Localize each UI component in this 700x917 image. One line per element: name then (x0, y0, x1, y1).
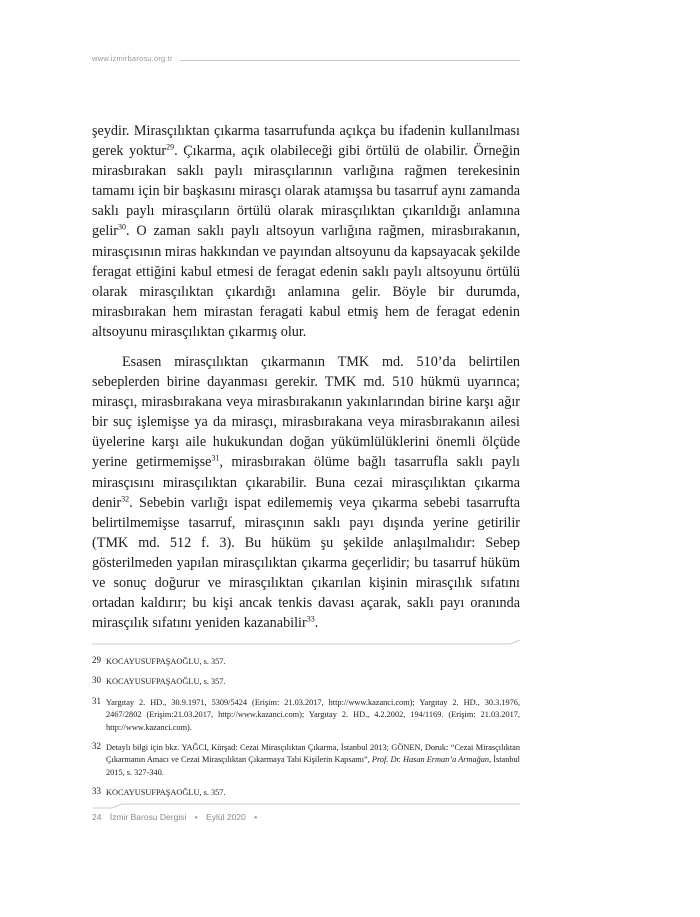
footer-bullet: • (254, 812, 258, 822)
footnote-text (106, 656, 520, 668)
footnote-item (92, 742, 520, 779)
text-segment: Detaylı bilgi için bkz. YAĞCI, Kürşad: Cezai Mirasçılıktan Çıkarma, İstanbul 2013; GÖNEN, Doruk: “Cezai Mirasçılıktan Çıkarmanın Amacı ve Cezai Mirasçılıktan Çıkarmaya Tabi Kişilerin Kapsamı”, (106, 743, 520, 765)
footnote-ref[interactable]: 29 (166, 142, 175, 152)
body-paragraph-1 (92, 121, 520, 342)
text-segment: Yargıtay 2. HD., 30.9.1971, 5309/5424 (Erişim: 21.03.2017, http://www.kazanci.com); Yargıtay 2. HD., 30.3.1976, 2467/2802 (Erişim:21.03.2017, http://www.kazanci.com); Yargıtay 2. HD., 4.2.2002, 194/1169. (Erişim: 21.03.2017, http://www.kazanci.com). (106, 697, 520, 732)
footnote-text (106, 787, 520, 799)
text-segment: . Çıkarma, açık olabileceği gibi örtülü de olabilir. Örneğin mirasbırakan saklı paylı mirasçılarının varlığına rağmen terekesinin tamamı için bir başkasını mirasçı olarak atamışsa bu tasarruf aynı zamanda saklı paylı mirasçıların örtülü olarak mirasçılıktan çıkarıldığı anlamına gelir (92, 143, 520, 240)
text-segment: . O zaman saklı paylı altsoyun varlığına rağmen, mirasbırakanın, mirasçısının miras hakkından ve payından altsoyunu da kapsayacak şekilde feragat ettiğini kabul etmesi de feragat edenin saklı paylı altsoyunu örtülü olarak mirasçılıktan çıkardığı anlamına gelir. Böyle bir durumda, mirasbırakan hem mirastan feragati kabul etmiş hem de feragat edenin altsoyunu mirasçılıktan çıkarmış olur. (92, 223, 520, 340)
text-segment: , İstanbul 2015, s. 327-340. (106, 755, 520, 777)
footnotes (92, 656, 520, 808)
footnote-item (92, 787, 520, 799)
text-segment: . Sebebin varlığı ispat edilememiş veya çıkarma sebebi tasarrufta belirtilmemişse tasarruf, mirasçının saklı payı dışında yerine getirilir (TMK md. 512 f. 3). Bu hüküm şu şekilde anlaşılmalıdır: Sebep gösterilmeden yapılan mirasçılıktan çıkarma geçerlidir; bu tasarruf hüküm ve sonuç doğurur ve mirasçılıktan çıkarılan kişinin mirasçılık sıfatını ortadan kaldırır; bu kişi ancak tenkis davası açarak, saklı payı oranında mirasçılık sıfatını yeniden kazanabilir (92, 494, 520, 632)
header-url[interactable]: www.izmirbarosu.org.tr (92, 54, 173, 63)
header-divider (180, 60, 520, 61)
italic-text: Prof. Dr. Hasan Erman’a Armağan (371, 755, 490, 765)
text-segment: , mirasbırakan ölüme bağlı tasarrufla saklı paylı mirasçısını mirasçılıktan çıkarabilir. Buna cezai mirasçılıktan çıkarma denir (92, 454, 520, 511)
body-paragraph-2 (92, 352, 520, 633)
footnote-text (106, 697, 520, 734)
footnote-number: 33 (92, 786, 101, 797)
text-segment: . (314, 615, 319, 632)
text-segment: KOCAYUSUFPAŞAOĞLU, s. 357. (106, 657, 226, 666)
footnote-ref[interactable]: 33 (306, 614, 315, 624)
issue-date: Eylül 2020 (206, 812, 246, 822)
footnote-number: 29 (92, 655, 101, 665)
footer-divider (92, 800, 520, 810)
text-segment: KOCAYUSUFPAŞAOĞLU, s. 357. (106, 677, 226, 687)
footer-bullet: • (194, 812, 198, 822)
journal-name: İzmir Barosu Dergisi (109, 812, 187, 822)
footnote-item (92, 676, 520, 688)
footnote-item (92, 697, 520, 734)
footnote-ref[interactable]: 31 (211, 453, 220, 463)
page-footer (92, 812, 263, 822)
text-segment: Esasen mirasçılıktan çıkarmanın TMK md. 510’da belirtilen sebeplerden birine dayanması gerekir. TMK md. 510 hükmü uyarınca; mirasçı, mirasbırakana veya mirasbırakanın yakınlarından birine karşı ağır bir suç işlemişse ya da mirasçı, mirasbırakana veya mirasbırakanın ailesi üyelerine karşı aile hukukundan doğan yükümlülüklerini önemli ölçüde yerine getirmemişse (92, 354, 520, 471)
paragraph-text (92, 121, 520, 342)
paragraph-text (92, 352, 520, 633)
footnote-text (106, 676, 520, 688)
footnote-number: 31 (92, 695, 101, 706)
footnote-ref[interactable]: 30 (118, 222, 126, 232)
page-number: 24 (92, 812, 102, 822)
footnote-text (106, 742, 520, 779)
footnote-ref[interactable]: 32 (121, 493, 130, 503)
footnote-item (92, 656, 520, 668)
footnote-number: 32 (92, 741, 101, 752)
text-segment: şeydir. Mirasçılıktan çıkarma tasarrufunda açıkça bu ifadenin kullanılması gerek yoktur (92, 123, 520, 160)
footnote-divider (92, 640, 520, 648)
text-segment: KOCAYUSUFPAŞAOĞLU, s. 357. (106, 788, 226, 798)
footnote-number: 30 (92, 675, 101, 686)
